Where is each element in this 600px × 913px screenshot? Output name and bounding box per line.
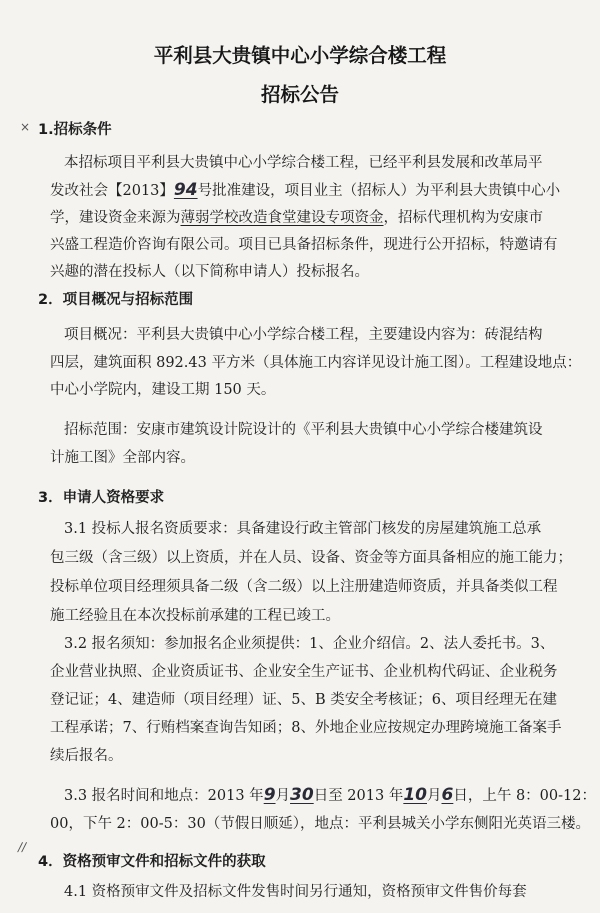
s4-1-line-1: 4.1 资格预审文件及招标文件发售时间另行通知，资格预审文件售价每套 [64,884,527,900]
s2-p2-line-1: 招标范围：安康市建筑设计院设计的《平利县大贵镇中心小学综合楼建筑设 [64,422,543,438]
s3-1-line-2: 包三级（含三级）以上资质，并在人员、设备、资金等方面具备相应的施工能力； [50,550,572,566]
pen-mark-icon: × [20,120,31,134]
s3-2-line-1: 3.2 报名须知：参加报名企业须提供：1、企业介绍信。2、法人委托书。3、 [64,636,555,652]
section-3-heading: 3．申请人资格要求 [38,490,165,506]
section-2-heading: 2．项目概况与招标范围 [38,292,194,308]
document-title: 平利县大贵镇中心小学综合楼工程 [153,44,447,67]
s1-line-5: 兴趣的潜在投标人（以下简称申请人）投标报名。 [50,264,369,280]
s2-p1-line-3: 中心小学院内，建设工期 150 天。 [50,382,276,398]
s2-p1-line-2: 四层，建筑面积 892.43 平方米（具体施工内容详见设计施工图）。工程建设地点： [50,355,582,371]
s3-1-line-1: 3.1 投标人报名资质要求：具备建设行政主管部门核发的房屋建筑施工总承 [64,521,542,537]
s1-line-3: 学，建设资金来源为薄弱学校改造食堂建设专项资金，招标代理机构为安康市 [50,210,543,226]
s3-2-line-3: 登记证；4、建造师（项目经理）证、5、B 类安全考核证；6、项目经理无在建 [50,692,557,708]
approval-number: 94 [173,180,198,200]
end-month: 10 [403,785,427,805]
s3-2-line-4: 工程承诺；7、行贿档案查询告知函；8、外地企业应按规定办理跨境施工备案手 [50,720,562,736]
start-day: 30 [290,785,314,805]
s3-2-line-2: 企业营业执照、企业资质证书、企业安全生产证书、企业机构代码证、企业税务 [50,664,558,680]
s3-1-line-3: 投标单位项目经理须具备二级（含二级）以上注册建造师资质，并具备类似工程 [50,579,558,595]
section-4-heading: 4．资格预审文件和招标文件的获取 [38,854,266,870]
document-subtitle: 招标公告 [260,83,339,106]
end-day: 6 [441,785,454,805]
section-1-heading: 1.招标条件 [38,122,112,138]
s1-line-4: 兴盛工程造价咨询有限公司。项目已具备招标条件，现进行公开招标，特邀请有 [50,237,558,253]
start-month: 9 [263,785,276,805]
s1-line-1: 本招标项目平利县大贵镇中心小学综合楼工程，已经平利县发展和改革局平 [64,155,543,171]
s2-p2-line-2: 计施工图》全部内容。 [50,450,195,466]
s3-3-line-1: 3.3 报名时间和地点：2013 年9月30日至 2013 年10月6日，上午 8：00-12： [64,785,596,805]
s3-1-line-4: 施工经验且在本次投标前承建的工程已竣工。 [50,608,340,624]
fund-source: 薄弱学校改造食堂建设专项资金 [180,210,384,226]
pen-mark-icon-2: ∕∕ [18,840,27,854]
s1-line-2: 发改社会【2013】94号批准建设，项目业主（招标人）为平利县大贵镇中心小 [50,180,561,200]
s3-3-line-2: 00，下午 2：00-5：30（节假日顺延），地点：平利县城关小学东侧阳光英语三楼。 [50,816,591,832]
s3-2-line-5: 续后报名。 [50,748,123,764]
s2-p1-line-1: 项目概况：平利县大贵镇中心小学综合楼工程，主要建设内容为：砖混结构 [64,327,543,343]
